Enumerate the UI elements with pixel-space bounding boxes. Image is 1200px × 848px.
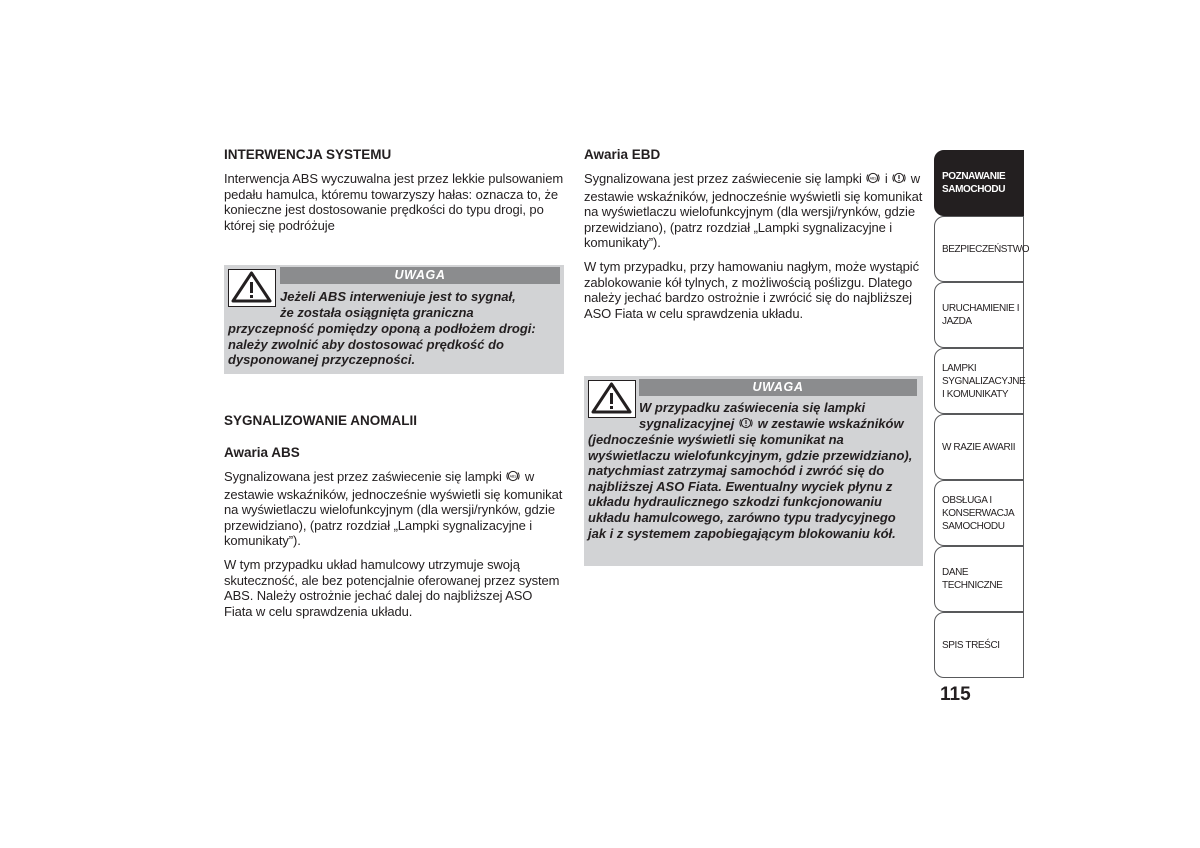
intervention-paragraph: Interwencja ABS wyczuwalna jest przez lekkie pulsowaniem pedału hamulca, któremu towarzyszy hałas: oznacza to, że konieczne jest dostosowanie prędkości do typu drogi, po której się podróżuje — [224, 171, 564, 233]
tab-lampki-sygnalizacyjne[interactable]: LAMPKI SYGNALIZACYJNE I KOMUNIKATY — [934, 348, 1024, 414]
abs-warning-lamp-icon — [866, 171, 880, 189]
right-column — [584, 147, 924, 321]
ebd-fault-paragraph — [584, 171, 924, 251]
tab-dane-techniczne[interactable]: DANE TECHNICZNE — [934, 546, 1024, 612]
left-column-lower — [224, 413, 564, 619]
warning-label: UWAGA — [280, 267, 560, 284]
section-heading-signals: SYGNALIZOWANIE ANOMALII — [224, 413, 417, 428]
tab-spis-tresci[interactable]: SPIS TREŚCI — [934, 612, 1024, 678]
warning-text-line2a: sygnalizacyjnej — [639, 416, 735, 431]
ebd-text-b: w zestawie wskaźników, jednocześnie wyświetli się komunikat na wyświetlaczu wielofunkcyjnym (dla wersji/rynków, gdzie przewidziano), (patrz rozdział „Lampki sygnalizacyjne i komunikaty”). — [584, 171, 923, 251]
warning-text-line1: W przypadku zaświecenia się lampki — [639, 400, 866, 415]
brake-warning-lamp-icon — [739, 416, 753, 434]
abs-warning-lamp-icon — [506, 469, 520, 487]
ebd-text-and: i — [884, 171, 888, 186]
tab-obsluga-i-konserwacja[interactable]: OBSŁUGA I KONSERWACJA SAMOCHODU — [934, 480, 1024, 546]
abs-fault-paragraph-2: W tym przypadku układ hamulcowy utrzymuje swoją skuteczność, ale bez potencjalnie oferowanej przez system ABS. Należy ostrożnie jechać dalej do najbliższej ASO Fiata w celu sprawdzenia układu. — [224, 556, 560, 619]
tab-w-razie-awarii[interactable]: W RAZIE AWARII — [934, 414, 1024, 480]
tab-poznawanie-samochodu[interactable]: POZNAWANIE SAMOCHODU — [934, 150, 1024, 216]
abs-fault-text-a: Sygnalizowana jest przez zaświecenie się lampki — [224, 469, 502, 484]
left-column — [224, 147, 564, 233]
warning-label: UWAGA — [639, 379, 917, 396]
brake-warning-lamp-icon — [892, 171, 906, 189]
warning-triangle-icon — [228, 269, 276, 307]
page-number: 115 — [940, 684, 971, 705]
warning-box-abs — [224, 265, 564, 374]
ebd-text-a: Sygnalizowana jest przez zaświecenie się lampki — [584, 171, 862, 186]
warning-text-line2: że została osiągnięta graniczna — [280, 305, 474, 320]
warning-box-ebd — [584, 376, 923, 566]
section-heading-intervention: INTERWENCJA SYSTEMU — [224, 147, 392, 162]
tab-bezpieczenstwo[interactable]: BEZPIECZEŃSTWO — [934, 216, 1024, 282]
warning-text-line1: Jeżeli ABS interweniuje jest to sygnał, — [280, 289, 516, 304]
abs-fault-paragraph — [224, 469, 564, 549]
warning-text-line2 — [639, 416, 921, 434]
tab-uruchamienie-i-jazda[interactable]: URUCHAMIENIE I JAZDA — [934, 282, 1024, 348]
warning-text-body: (jednocześnie wyświetli się komunikat na wyświetlaczu wielofunkcyjnym, gdzie przewidziano), natychmiast zatrzymaj samochód i zwróć się do najbliższej ASO Fiata. Ewentualny wyciek płynu z układu hydraulicznego szkodzi funkcjonowaniu układu hamulcowego, zarówno typu tradycyjnego jak i z systemem zapobiegającym blokowaniu kół. — [588, 432, 913, 541]
subheading-abs-fault: Awaria ABS — [224, 445, 300, 460]
warning-text-line2b: w zestawie wskaźników — [757, 416, 904, 431]
ebd-fault-paragraph-2: W tym przypadku, przy hamowaniu nagłym, może wystąpić zablokowanie kół tylnych, z możliwością poślizgu. Dlatego należy jechać bardzo ostrożnie i zwrócić się do najbliższej ASO Fiata w celu sprawdzenia układu. — [584, 258, 919, 321]
abs-lamp-text: ABS — [869, 176, 877, 181]
warning-text-body: przyczepność pomiędzy oponą a podłożem drogi: należy zwolnić aby dostosować prędkość do dysponowanej przyczepności. — [228, 321, 536, 368]
subheading-ebd-fault: Awaria EBD — [584, 147, 661, 162]
abs-fault-text-b: w zestawie wskaźników, jednocześnie wyświetli się komunikat na wyświetlaczu wielofunkcyjnym (dla wersji/rynków, gdzie przewidziano), (patrz rozdział „Lampki sygnalizacyjne i komunikaty”). — [224, 469, 563, 549]
warning-triangle-icon — [588, 380, 636, 418]
abs-lamp-text: ABS — [509, 474, 517, 479]
